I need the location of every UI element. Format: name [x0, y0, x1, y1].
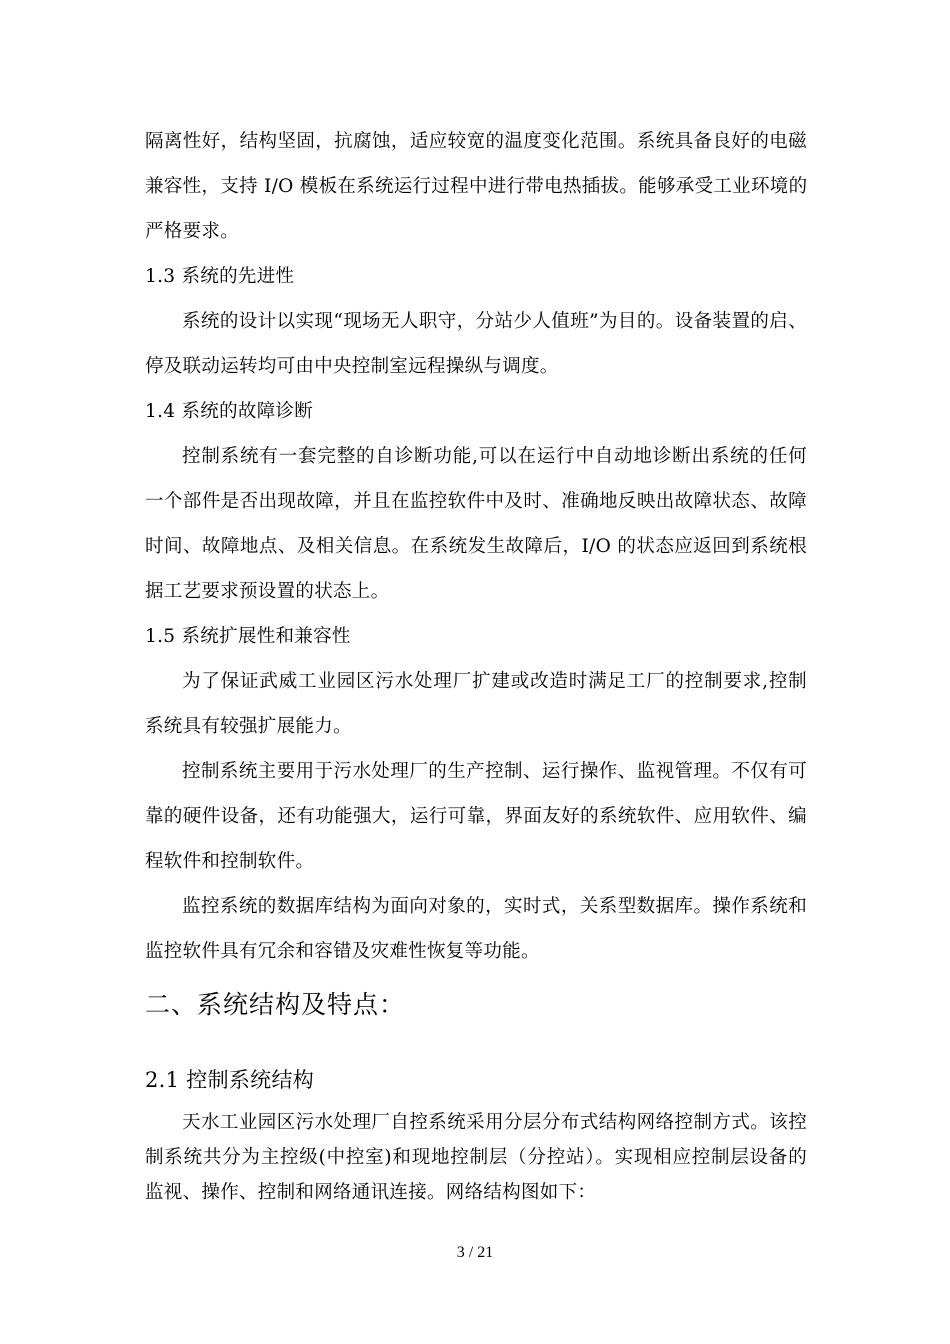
para4-line2: 系统具有较强扩展能力。 — [145, 716, 352, 737]
para6-line1: 监控系统的数据库结构为面向对象的，实时式，关系型数据库。操作系统和 — [182, 896, 807, 917]
para6-line2: 监控软件具有冗余和容错及灾难性恢复等功能。 — [145, 941, 540, 962]
para1-line3: 严格要求。 — [145, 221, 240, 242]
para2-line1: 系统的设计以实现“现场无人职守，分站少人值班”为目的。设备装置的启、 — [182, 311, 807, 332]
page-number: 3 / 21 — [456, 1244, 494, 1261]
para2-line2: 停及联动运转均可由中央控制室远程操纵与调度。 — [145, 356, 559, 377]
para5-line2: 靠的硬件设备，还有功能强大，运行可靠，界面友好的系统软件、应用软件、编 — [145, 806, 807, 827]
para3-line3: 时间、故障地点、及相关信息。在系统发生故障后，I/O 的状态应返回到系统根 — [145, 536, 807, 557]
para3-line1: 控制系统有一套完整的自诊断功能,可以在运行中自动地诊断出系统的任何 — [182, 446, 807, 467]
para3-line2: 一个部件是否出现故障，并且在监控软件中及时、准确地反映出故障状态、故障 — [145, 491, 807, 512]
para1-line1: 隔离性好，结构坚固，抗腐蚀，适应较宽的温度变化范围。系统具备良好的电磁 — [145, 131, 807, 152]
para1-line2: 兼容性，支持 I/O 模板在系统运行过程中进行带电热插拔。能够承受工业环境的 — [145, 176, 808, 197]
para3-line4: 据工艺要求预设置的状态上。 — [145, 581, 390, 602]
para7-line1: 天水工业园区污水处理厂自控系统采用分层分布式结构网络控制方式。该控 — [182, 1112, 807, 1133]
para7-line2: 制系统共分为主控级(中控室)和现地控制层（分控站）。实现相应控制层设备的 — [145, 1147, 807, 1168]
para5-line1: 控制系统主要用于污水处理厂的生产控制、运行操作、监视管理。不仅有可 — [182, 761, 807, 782]
para7-line3: 监视、操作、控制和网络通讯连接。网络结构图如下： — [145, 1182, 597, 1203]
heading-2-1: 2.1 控制系统结构 — [145, 1068, 315, 1092]
heading-1-5: 1.5 系统扩展性和兼容性 — [145, 626, 351, 647]
para4-line1: 为了保证武威工业园区污水处理厂扩建或改造时满足工厂的控制要求,控制 — [182, 671, 807, 692]
para5-line3: 程软件和控制软件。 — [145, 851, 315, 872]
section-2-heading: 二、系统结构及特点： — [145, 990, 406, 1019]
heading-1-4: 1.4 系统的故障诊断 — [145, 401, 314, 422]
heading-1-3: 1.3 系统的先进性 — [145, 266, 295, 287]
